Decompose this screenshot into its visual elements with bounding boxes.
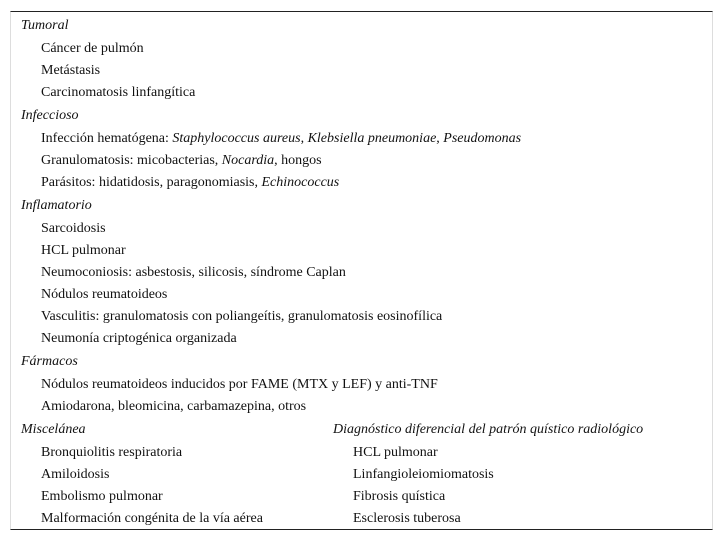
list-item	[21, 128, 522, 150]
section-header: Tumoral	[21, 18, 69, 33]
italic-term: Echinococcus	[261, 175, 340, 190]
text-segment: Neumonía criptogénica organizada	[41, 331, 237, 346]
list-item: Linfangioleiomiomatosis	[353, 467, 494, 482]
list-item	[21, 60, 331, 82]
list-item	[21, 328, 331, 350]
text-segment: Granulomatosis: micobacterias,	[41, 153, 222, 168]
text-segment: Amiodarona, bleomicina, carbamazepina, otros	[41, 399, 307, 414]
text-segment: Metástasis	[41, 63, 101, 78]
text-segment: Carcinomatosis linfangítica	[41, 85, 196, 100]
text-segment: Neumoconiosis: asbestosis, silicosis, síndrome Caplan	[41, 265, 346, 280]
text-segment: Nódulos reumatoideos	[41, 287, 168, 302]
section-header: Inflamatorio	[21, 198, 92, 213]
list-item	[21, 374, 438, 396]
list-item	[21, 486, 331, 508]
text-segment: Amiloidosis	[41, 467, 110, 482]
text-segment: , hongos	[274, 153, 322, 168]
list-item	[21, 240, 331, 262]
list-item	[21, 442, 331, 464]
text-segment: Vasculitis: granulomatosis con poliangeítis, granulomatosis eosinofílica	[41, 309, 443, 324]
text-segment: Sarcoidosis	[41, 221, 106, 236]
text-segment: Embolismo pulmonar	[41, 489, 163, 504]
list-item	[21, 150, 331, 172]
list-item	[21, 38, 331, 60]
text-segment: HCL pulmonar	[41, 243, 126, 258]
list-item: HCL pulmonar	[353, 445, 438, 460]
text-segment: Bronquiolitis respiratoria	[41, 445, 183, 460]
differential-diagnosis-table	[10, 11, 713, 530]
italic-term: Nocardia	[221, 153, 275, 168]
section-header: Fármacos	[21, 354, 78, 369]
italic-term: Klebsiella pneumoniae	[307, 131, 437, 146]
list-item: Esclerosis tuberosa	[353, 511, 461, 526]
text-segment: Cáncer de pulmón	[41, 41, 144, 56]
list-item	[21, 172, 340, 194]
section-header: Infeccioso	[21, 108, 79, 123]
list-item	[21, 284, 331, 306]
section-header: Miscelánea	[21, 422, 86, 437]
text-segment: Parásitos: hidatidosis, paragonomiasis,	[41, 175, 262, 190]
cystic-pattern-column	[333, 418, 703, 530]
list-item	[21, 262, 346, 284]
list-item: Fibrosis quística	[353, 489, 446, 504]
list-item	[21, 82, 331, 104]
text-segment: ,	[436, 131, 444, 146]
text-segment: Nódulos reumatoideos inducidos por FAME (MTX y LEF) y anti-TNF	[41, 377, 438, 392]
list-item	[21, 508, 331, 530]
text-segment: Infección hematógena:	[41, 131, 173, 146]
italic-term: Pseudomonas	[443, 131, 522, 146]
text-segment: ,	[300, 131, 308, 146]
text-segment: Malformación congénita de la vía aérea	[41, 511, 263, 526]
italic-term: Staphylococcus aureus	[172, 131, 301, 146]
section-header-differential: Diagnóstico diferencial del patrón quístico radiológico	[333, 422, 644, 437]
list-item	[21, 464, 331, 486]
list-item	[21, 396, 331, 418]
list-item	[21, 306, 443, 328]
list-item	[21, 218, 331, 240]
